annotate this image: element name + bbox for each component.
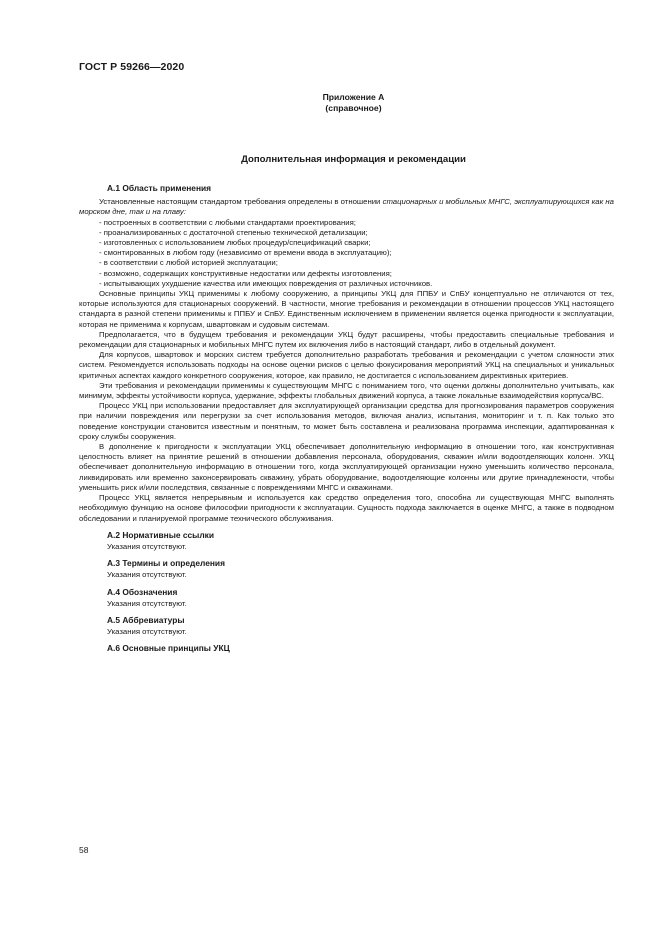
paragraph: Для корпусов, швартовок и морских систем требуется дополнительно разработать требования и рекомендации с учетом сложности этих систем. Рекомендуется использовать подходы на основе оценки рисков с целью фокусирования мероприятий УКЦ на специальных и уникальных критичных аспектах каждого конкретного сооружения, которое, как правило, не достигается с использованием директивных критериев. [79,350,614,380]
a1-list [79,218,614,289]
section-text-a2: Указания отсутствуют. [107,541,187,551]
list-item: - проанализированных с достаточной степенью технической детализации; [99,228,614,238]
list-item: - возможно, содержащих конструктивные недостатки или дефекты изготовления; [99,269,614,279]
paragraph: Процесс УКЦ при использовании предоставляет для эксплуатирующей организации средства для прогнозирования параметров сооружения при наличии повреждения или перегрузки за счет использования методов, включая анализ, испытания, мониторинг и т. п. Как только это поведение конструкции становится известным и понятным, то может быть составлена и реализована программа инспекции, адаптированная к сроку службы сооружения. [79,401,614,441]
paragraph: Процесс УКЦ является непрерывным и используется как средство определения того, способна ли существующая МНГС выполнять необходимую функцию на основе философии пригодности к эксплуатации. Сущность подхода заключается в оценке МНГС, а также в подводном обследовании и планируемой программе технического обслуживания. [79,493,614,523]
list-item: - в соответствии с любой историей эксплуатации; [99,258,614,268]
section-text-a5: Указания отсутствуют. [107,627,187,637]
annex-heading [0,92,661,114]
a1-intro-text: Установленные настоящим стандартом требования определены в отношении [99,197,383,207]
section-heading-a2: А.2 Нормативные ссылки [107,529,214,540]
list-item: - смонтированных в любом году (независимо от времени ввода в эксплуатацию); [99,248,614,258]
annex-subtitle: (справочное) [325,103,382,113]
section-heading-a6: А.6 Основные принципы УКЦ [107,643,230,654]
document-title: Дополнительная информация и рекомендации [241,154,466,165]
list-item: - изготовленных с использованием любых процедур/спецификаций сварки; [99,238,614,248]
section-heading-a1: А.1 Область применения [107,183,212,193]
paragraph: В дополнение к пригодности к эксплуатации УКЦ обеспечивает дополнительную информацию в отношении того, как конструктивная целостность влияет на принятие решений в отношении добавления персонала, оборудования, скважин и/или водоотделяющих колонн. УКЦ обеспечивает дополнительную информацию в отношении того, когда эксплуатирующей организации нужно уменьшить количество персонала, ликвидировать или временно законсервировать скважину, убрать оборудование, водоотделяющие колонны или другие принадлежности, чтобы уменьшить риск и/или последствия, связанные с повреждениями МНГС и скважинами. [79,442,614,492]
content [79,183,614,654]
paragraph: Эти требования и рекомендации применимы к существующим МНГС с пониманием того, что оценки должны дополнительно учитывать, как минимум, эффекты устойчивости корпуса, удержание, эффекты глобальных движений корпуса, а также локальные взаимодействия корпуса/ВС. [79,380,614,401]
section-a1-body [79,197,614,524]
list-item: - испытывающих ухудшение качества или имеющих повреждения от различных источников. [99,279,614,289]
section-heading-a5: А.5 Аббревиатуры [107,614,185,625]
section-heading-a3: А.3 Термины и определения [107,558,225,569]
list-item: - построенных в соответствии с любыми стандартами проектирования; [99,218,614,228]
section-text-a3: Указания отсутствуют. [107,570,187,580]
section-text-a4: Указания отсутствуют. [107,598,187,608]
a1-intro-italic: стационарных и мобильных МНГС, эксплуатирующихся как на морском дне, так и на плаву: [79,197,614,217]
section-heading-a4: А.4 Обозначения [107,586,178,597]
paragraph: Предполагается, что в будущем требования и рекомендации УКЦ будут расширены, чтобы предоставить специальные требования и рекомендации для стационарных и мобильных МНГС путем их включения либо в настоящий стандарт, либо в отдельный документ. [79,329,614,350]
a1-intro [79,197,614,217]
standard-header: ГОСТ Р 59266—2020 [79,61,185,73]
annex-title: Приложение А [322,92,385,102]
paragraph: Основные принципы УКЦ применимы к любому сооружению, а принципы УКЦ для ППБУ и СпБУ концептуально не отличаются от тех, которые используются для стационарных сооружений. В частности, многие требования и рекомендации в отношении процессов УКЦ настоящего стандарта в разной степени применимы к ППБУ и СпБУ. Единственным исключением в применении является оценка пригодности к эксплуатации, которая не применима к корпусам, швартовкам и судовым системам. [79,289,614,329]
page-number: 58 [79,845,89,855]
